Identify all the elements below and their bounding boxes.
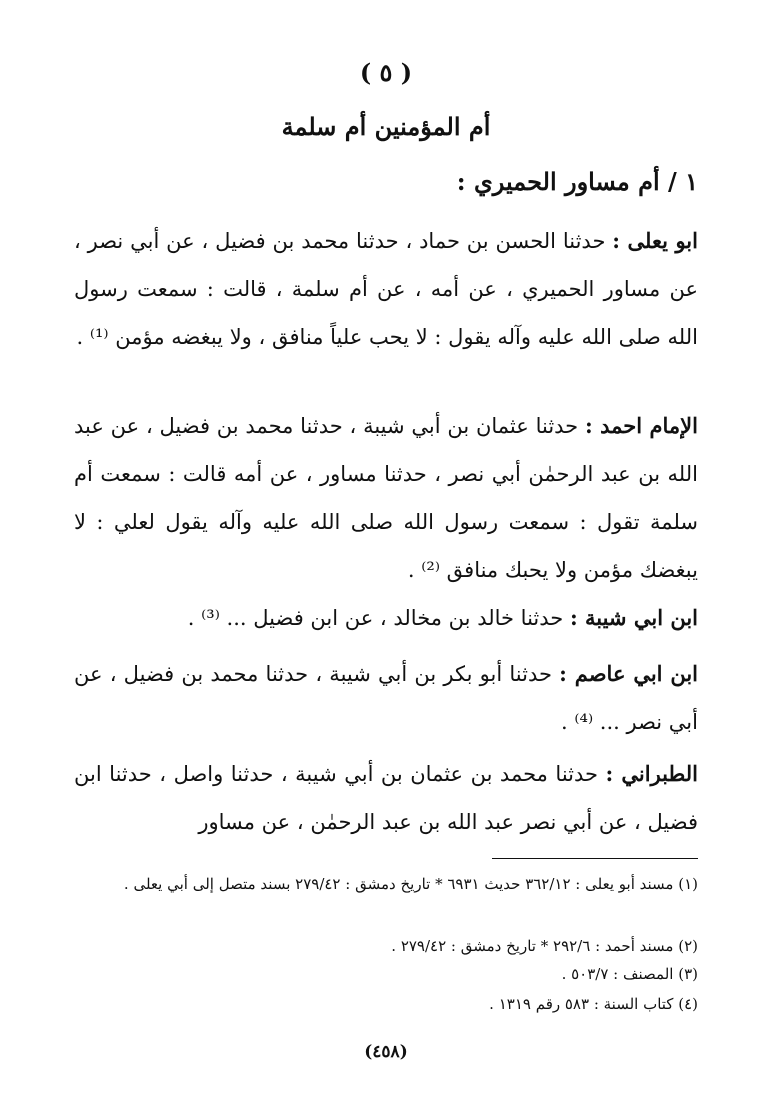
page-number: (٤٥٨) [364,1042,408,1062]
hadith-paragraph-4 [74,650,698,746]
chapter-title: أم المؤمنين أم سلمة [281,112,491,141]
source-label: الطبراني : [605,761,698,786]
source-label: الإمام احمد : [584,413,698,438]
chapter-number: ( ٥ ) [359,58,413,87]
footnote-2: (٢) مسند أحمد : ٢٩٢/٦ * تاريخ دمشق : ٢٧٩/٤٢ . [391,937,698,955]
hadith-paragraph-3 [74,594,698,642]
footnote-4: (٤) كتاب السنة : ٥٨٣ رقم ١٣١٩ . [489,995,698,1013]
footnote-separator [492,858,698,859]
footnote-1: (١) مسند أبو يعلى : ٣٦٢/١٢ حديث ٦٩٣١ * تاريخ دمشق : ٢٧٩/٤٢ بسند متصل إلى أبي يعلى . [123,875,698,893]
section-heading: ١ / أم مساور الحميري : [456,167,698,196]
paragraph-text: حدثنا خالد بن مخالد ، عن ابن فضيل ... ⁽³⁾ . [187,606,570,630]
paragraph-text: حدثنا محمد بن عثمان بن أبي شيبة ، حدثنا واصل ، حدثنا ابن فضيل ، عن أبي نصر عبد الله بن عبد الرحمٰن ، عن مساور [74,762,698,834]
paragraph-text: حدثنا الحسن بن حماد ، حدثنا محمد بن فضيل ، عن أبي نصر ، عن مساور الحميري ، عن أمه ، عن أم سلمة ، قالت : سمعت رسول الله صلى الله عليه وآله يقول : لا يحب علياً منافق ، ولا يبغضه مؤمن ⁽¹⁾ . [74,229,698,349]
source-label: ابن ابي عاصم : [559,661,698,686]
paragraph-text: حدثنا أبو بكر بن أبي شيبة ، حدثنا محمد بن فضيل ، عن أبي نصر ... ⁽⁴⁾ . [74,662,698,734]
footnote-3: (٣) المصنف : ٥٠٣/٧ . [561,965,698,983]
hadith-paragraph-1 [74,217,698,361]
hadith-paragraph-5 [74,750,698,846]
source-label: ابن ابي شيبة : [569,605,698,630]
hadith-paragraph-2 [74,402,698,594]
source-label: ابو يعلى : [612,228,698,253]
paragraph-text: حدثنا عثمان بن أبي شيبة ، حدثنا محمد بن فضيل ، عن عبد الله بن عبد الرحمٰن أبي نصر ، حدثنا مساور ، عن أمه قالت : سمعت أم سلمة تقول : سمعت رسول الله صلى الله عليه وآله يقول لعلي : لا يبغضك مؤمن ولا يحبك منافق ⁽²⁾ . [74,414,698,582]
